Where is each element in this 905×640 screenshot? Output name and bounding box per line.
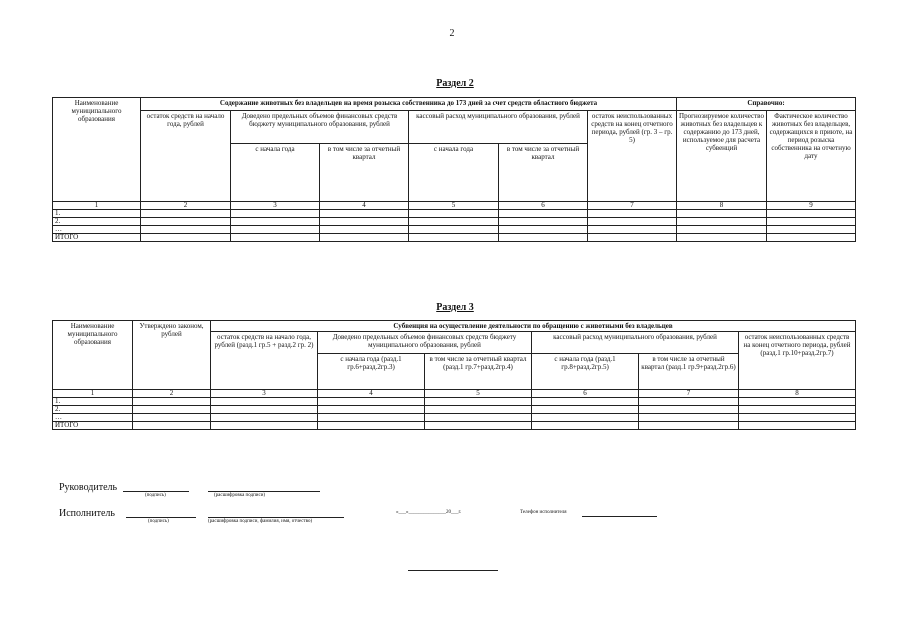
s2-col-number: 5 [409,202,499,210]
s3-col-number: 4 [318,390,425,398]
s2-col-number: 1 [53,202,141,210]
s2-header-balance-start: остаток средств на начало года, рублей [141,111,231,202]
s2-row-total-label: ИТОГО [53,234,141,242]
s3-col-number: 2 [133,390,211,398]
s3-col-number: 5 [425,390,532,398]
s3-col-number: 7 [639,390,739,398]
s3-header-name: Наименование муниципального образования [53,321,133,390]
s2-col-number: 9 [767,202,856,210]
s2-header-ytd: с начала года [231,144,320,202]
s3-col-number: 3 [211,390,318,398]
phone-line [582,516,657,517]
s2-header-balance-end: остаток неиспользованных средств на конец отчетного периода, рублей (гр. 3 – гр. 5) [588,111,677,202]
s2-header-main: Содержание животных без владельцев на время розыска собственника до 173 дней за счет средств областного бюджета [141,98,677,111]
table-row [53,218,856,226]
s2-row-label: 1. [53,210,141,218]
table-row-total [53,234,856,242]
s3-header-ytd: с начала года (разд.1 гр.6+разд.2гр.3) [318,354,425,390]
section-3-title: Раздел 3 [436,302,474,313]
footer-line [408,570,498,571]
s2-header-brought: Доведено предельных объемов финансовых средств бюджету муниципального образования, рублей [231,111,409,144]
s2-col-number: 6 [499,202,588,210]
s3-row-label: 2. [53,406,133,414]
s3-header-cash: кассовый расход муниципального образования, рублей [532,332,739,354]
page-number: 2 [449,28,455,39]
s2-header-actual: Фактическое количество животных без владельцев, содержащихся в приюте, на период розыска собственника на отчетную дату [767,111,856,202]
s3-col-number: 6 [532,390,639,398]
phone-label: Телефон исполнителя [520,510,567,515]
s3-row-total-label: ИТОГО [53,422,133,430]
section-2-title: Раздел 2 [436,78,474,89]
executor-signature-caption: (подпись) [148,519,169,524]
s3-header-main: Субвенция на осуществление деятельности по обращению с животными без владельцев [211,321,856,332]
head-signature-line [123,491,189,492]
s3-header-brought: Доведено предельных объемов финансовых средств бюджету муниципального образования, рублей [318,332,532,354]
s3-row-label: … [53,414,133,422]
table-row [53,414,856,422]
executor-signature-line [126,517,196,518]
s2-col-number: 8 [677,202,767,210]
table-row [53,226,856,234]
head-signature-caption: (подпись) [145,493,166,498]
s2-header-quarter-cash: в том числе за отчетный квартал [499,144,588,202]
s2-header-forecast: Прогнозируемое количество животных без владельцев к содержанию до 173 дней, используемое для расчета субвенций [677,111,767,202]
s3-header-quarter: в том числе за отчетный квартал (разд.1 гр.7+разд.2гр.4) [425,354,532,390]
s2-col-number: 2 [141,202,231,210]
s3-row-label: 1. [53,398,133,406]
s2-header-quarter: в том числе за отчетный квартал [320,144,409,202]
executor-decoding-line [208,517,344,518]
s2-row-label: 2. [53,218,141,226]
section-2-table [52,97,856,242]
s2-header-cash: кассовый расход муниципального образования, рублей [409,111,588,144]
head-decoding-caption: (расшифровка подписи) [214,493,266,498]
s3-header-balance-start: остаток средств на начало года, рублей (разд.1 гр.5 + разд.2 гр. 2) [211,332,318,390]
s3-header-quarter-cash: в том числе за отчетный квартал (разд.1 гр.9+разд.2гр.6) [639,354,739,390]
table-row [53,210,856,218]
s2-header-ytd-cash: с начала года [409,144,499,202]
s2-row-label: … [53,226,141,234]
section-3-table [52,320,856,430]
s3-col-number: 1 [53,390,133,398]
executor-decoding-caption: (расшифровка подписи, фамилия, имя, отчество) [208,519,313,524]
s3-header-approved: Утверждено законом, рублей [133,321,211,390]
s2-col-number: 4 [320,202,409,210]
s2-col-number: 3 [231,202,320,210]
s2-header-name: Наименование муниципального образования [53,98,141,202]
s3-header-balance-end: остаток неиспользованных средств на конец отчетного периода, рублей (разд.1 гр.10+разд.2гр.7) [739,332,856,390]
table-row-total [53,422,856,430]
s3-header-ytd-cash: с начала года (разд.1 гр.8+разд.2гр.5) [532,354,639,390]
executor-label: Исполнитель [59,508,115,519]
table-row [53,406,856,414]
date-field: «___»_______________20___г. [396,510,462,515]
s2-col-number: 7 [588,202,677,210]
head-label: Руководитель [59,482,118,493]
table-row [53,398,856,406]
head-decoding-line [208,491,320,492]
s3-col-number: 8 [739,390,856,398]
s2-header-reference: Справочно: [677,98,856,111]
